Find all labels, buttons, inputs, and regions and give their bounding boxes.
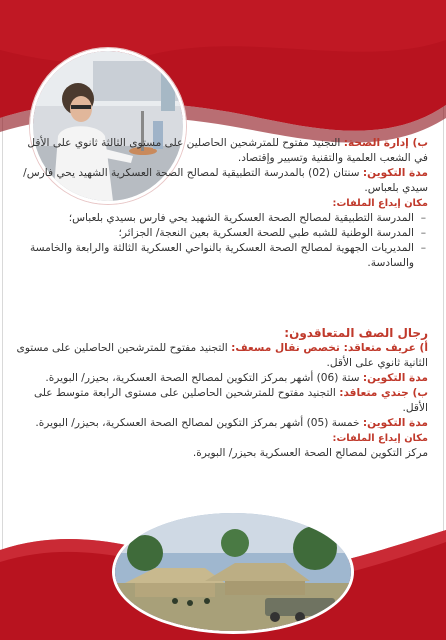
file-deposit-place: مركز التكوين لمصالح الصحة العسكرية بحيزر/ البويرة. <box>192 447 428 459</box>
soldier-duration-text: خمسة (05) أشهر بمركز التكوين لمصالح الصحة العسكرية، بحيزر/ البويرة. <box>35 417 363 429</box>
soldier-text: التجنيد مفتوح للمترشحين الحاصلين على مستوى الرابعة متوسط على الأقل. <box>33 387 428 414</box>
soldier-duration-paragraph <box>16 416 428 431</box>
training-duration-label: مدة التكوين: <box>362 167 428 179</box>
contract-ranks-title: رجال الصف المتعاقدون: <box>284 326 428 340</box>
corporal-duration-paragraph <box>16 371 428 386</box>
file-deposit-heading: مكان إيداع الملفات: <box>332 198 428 209</box>
corporal-paragraph <box>16 341 428 371</box>
list-item: – المدرسة الوطنية للشبه طبي للصحة العسكرية بعين النعجة/ الجزائر؛ <box>16 226 414 241</box>
file-deposit-heading-2: مكان إيداع الملفات: <box>332 433 428 444</box>
corporal-text: التجنيد مفتوح للمترشحين الحاصلين على مستوى الثانية ثانوي على الأقل. <box>16 342 428 369</box>
corporal-duration-label: مدة التكوين: <box>362 372 428 384</box>
health-admin-paragraph <box>16 136 428 166</box>
corporal-label: أ) عريف متعاقد: تخصص نقال مسعف: <box>231 342 428 354</box>
corporal-duration-text: ستة (06) أشهر بمركز التكوين لمصالح الصحة العسكرية، بحيزر/ البويرة. <box>45 372 363 384</box>
soldier-paragraph <box>16 386 428 416</box>
soldier-duration-label: مدة التكوين: <box>362 417 428 429</box>
soldier-label: ب) جندي متعاقد: <box>339 387 428 399</box>
list-item: – المدرسة التطبيقية لمصالح الصحة العسكرية الشهيد يحي فارس بسيدي بلعباس؛ <box>16 211 414 226</box>
list-item: – المديريات الجهوية لمصالح الصحة العسكرية بالنواحي العسكرية الثالثة والرابعة والخامسة والسادسة. <box>16 241 414 271</box>
file-deposit-list <box>16 211 428 271</box>
health-admin-text: التجنيد مفتوح للمترشحين الحاصلين على مستوى الثالثة ثانوي على الأقل في الشعب العلمية والتقنية وتسيير وإقتصاد. <box>27 137 428 164</box>
training-duration-text: سنتان (02) بالمدرسة التطبيقية لمصالح الصحة العسكرية الشهيد يحي فارس/ سيدي بلعباس. <box>23 167 428 194</box>
training-duration-paragraph <box>16 166 428 196</box>
block-contract-ranks <box>16 326 428 461</box>
block-health-administration <box>16 136 428 271</box>
field-hospital-photo <box>112 510 354 634</box>
health-admin-label: ب) إدارة الصحة: <box>343 137 428 149</box>
